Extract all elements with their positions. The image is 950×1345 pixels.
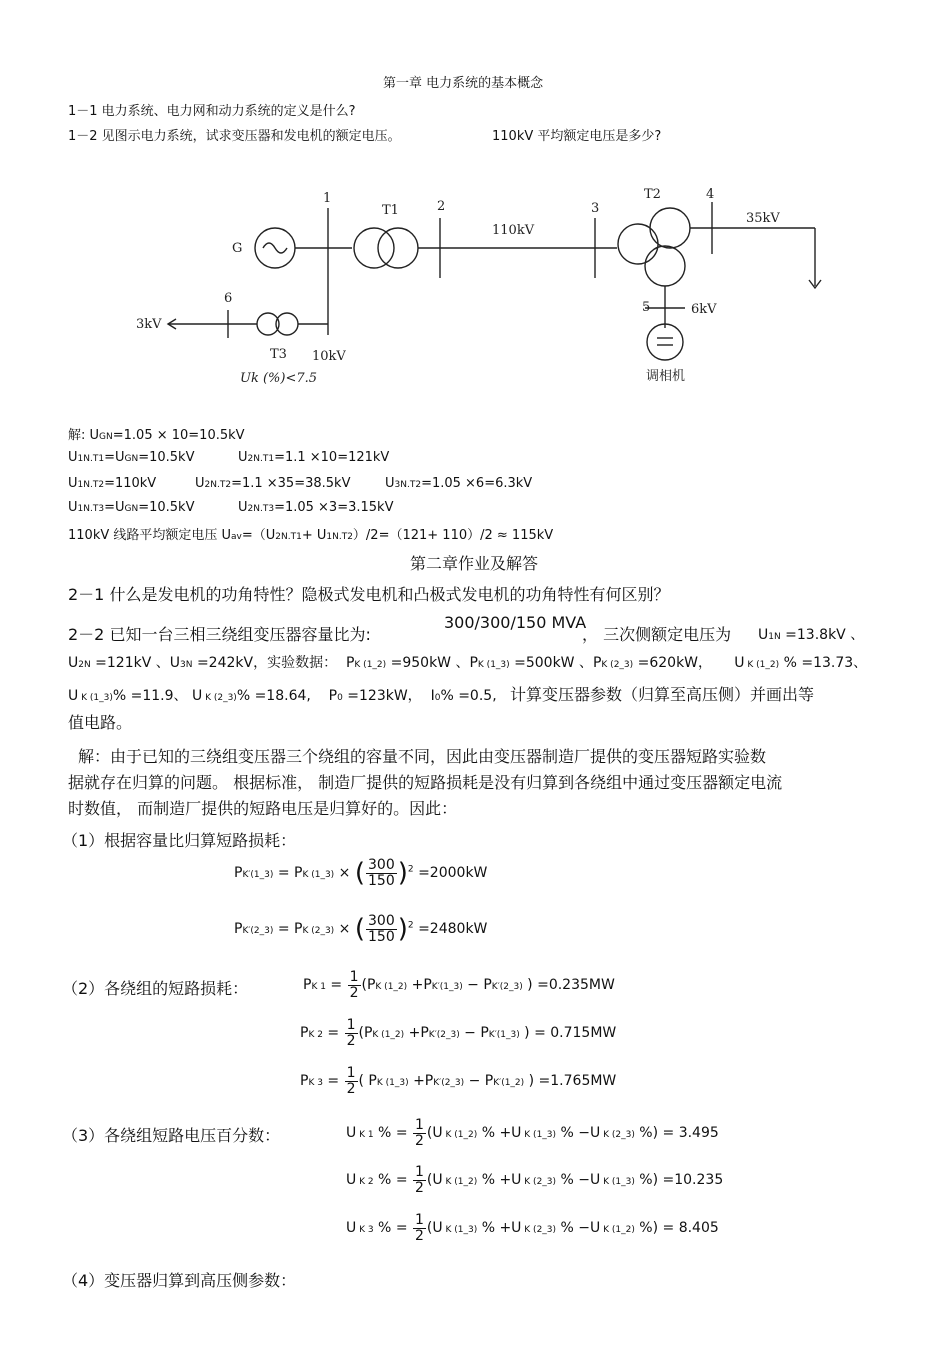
question-2-1: 2－1 什么是发电机的功角特性？隐极式发电机和凸极式发电机的功角特性有何区别？ [68, 585, 670, 604]
question-2-2-intro: 2－2 已知一台三相三绕组变压器容量比为: [68, 625, 371, 644]
solution1-line3c: U3N.T2=1.05 ×6=6.3kV [385, 476, 533, 491]
step-1-heading: （1）根据容量比归算短路损耗： [62, 831, 297, 850]
question-1-2: 1－2 见图示电力系统，试求变压器和发电机的额定电压。 [68, 129, 401, 144]
question-2-2-line4: 值电路。 [68, 713, 133, 732]
label-t1: T1 [382, 203, 399, 218]
label-t3: T3 [270, 347, 287, 362]
answer-para-1: 解：由于已知的三绕组变压器三个绕组的容量不同，因此由变压器制造厂提供的变压器短路实验数 [78, 747, 767, 766]
equation-pk2: PK 2 = $\frac{1}{2}$ (PK (1_2) +PK′(2_3) − PK′(1_3) ) = 0.715MW [300, 1017, 617, 1049]
label-110kv: 110kV [492, 223, 535, 238]
solution1-line3b: U2N.T2=1.1 ×35=38.5kV [195, 476, 351, 491]
label-6kv: 6kV [691, 302, 717, 317]
label-node-2: 2 [437, 199, 446, 214]
u1n-value: U1N =13.8kV 、 [758, 627, 865, 643]
solution1-line1: 解: UGN=1.05 × 10=10.5kV [68, 428, 245, 443]
step-3-heading: （3）各绕组短路电压百分数： [62, 1126, 281, 1145]
label-35kv: 35kV [746, 211, 780, 226]
solution1-line4b: U2N.T3=1.05 ×3=3.15kV [238, 500, 394, 515]
equation-pk13-prime: PK′(1_3) = PK (1_3) × ( $\frac{300}{150}$ )$^2$ =2000kW [234, 857, 488, 889]
chapter2-title: 第二章作业及解答 [410, 554, 539, 573]
solution1-line2b: U2N.T1=1.1 ×10=121kV [238, 450, 390, 465]
label-node-6: 6 [224, 291, 233, 306]
equation-pk1: PK 1 = $\frac{1}{2}$ (PK (1_2) +PK′(1_3) − PK′(2_3) ) =0.235MW [303, 969, 615, 1001]
equation-pk3: PK 3 = $\frac{1}{2}$ ( PK (1_3) +PK′(2_3) − PK′(1_2) ) =1.765MW [300, 1065, 617, 1097]
label-node-3: 3 [591, 201, 600, 216]
label-uk: Uk (%)<7.5 [240, 371, 318, 386]
question-2-2-line3: U K (1_3)% =11.9、 U K (2_3)% =18.64, P0 =123kW， I0% =0.5, 计算变压器参数（归算至高压侧）并画出等 [68, 685, 815, 704]
solution1-line2a: U1N.T1=UGN=10.5kV [68, 450, 195, 465]
label-node-5: 5 [642, 300, 651, 315]
answer-para-2: 据就存在归算的问题。 根据标准， 制造厂提供的短路损耗是没有归算到各绕组中通过变压器额定电流 [68, 773, 783, 792]
step-2-heading: （2）各绕组的短路损耗： [62, 979, 249, 998]
label-t2: T2 [644, 187, 661, 202]
solution1-line4a: U1N.T3=UGN=10.5kV [68, 500, 195, 515]
solution1-line3a: U1N.T2=110kV [68, 476, 157, 491]
power-system-diagram [120, 180, 840, 395]
equation-pk23-prime: PK′(2_3) = PK (2_3) × ( $\frac{300}{150}$ )$^2$ =2480kW [234, 913, 488, 945]
transformer-t1-symbol [354, 228, 394, 268]
question-1-2-avg: 110kV 平均额定电压是多少? [492, 129, 662, 144]
label-node-4: 4 [706, 187, 715, 202]
label-10kv: 10kV [312, 349, 346, 364]
equation-uk3: U K 3 % = $\frac{1}{2}$ (U K (1_3) % +U K (2_3) % −U K (1_2) %) = 8.405 [346, 1212, 719, 1244]
label-g: G [232, 241, 243, 256]
answer-para-3: 时数值， 而制造厂提供的短路电压是归算好的。因此： [68, 799, 458, 818]
equation-uk2: U K 2 % = $\frac{1}{2}$ (U K (1_2) % +U K (2_3) % −U K (1_3) %) =10.235 [346, 1164, 724, 1196]
question-2-2-voltage-intro: ， 三次侧额定电压为 [582, 625, 732, 644]
solution1-line5: 110kV 线路平均额定电压 Uav=（U2N.T1+ U1N.T2）/2=（121+ 110）/2 ≈ 115kV [68, 528, 554, 543]
transformer-t2-symbol [618, 224, 658, 264]
capacity-ratio: 300/300/150 MVA [444, 613, 587, 632]
chapter1-title: 第一章 电力系统的基本概念 [383, 76, 544, 91]
synchronous-condenser-symbol [647, 324, 683, 360]
question-1-1: 1－1 电力系统、电力网和动力系统的定义是什么? [68, 104, 356, 119]
label-3kv: 3kV [136, 317, 162, 332]
label-condenser: 调相机 [646, 369, 686, 384]
step-4-heading: （4）变压器归算到高压侧参数： [62, 1271, 297, 1290]
equation-uk1: U K 1 % = $\frac{1}{2}$ (U K (1_2) % +U K (1_3) % −U K (2_3) %) = 3.495 [346, 1117, 719, 1149]
label-node-1: 1 [323, 191, 332, 206]
question-2-2-line2: U2N =121kV 、U3N =242kV，实验数据： PK (1_2) =950kW 、PK (1_3) =500kW 、PK (2_3) =620kW， U K (1_2) % =13.73、 [68, 655, 868, 671]
